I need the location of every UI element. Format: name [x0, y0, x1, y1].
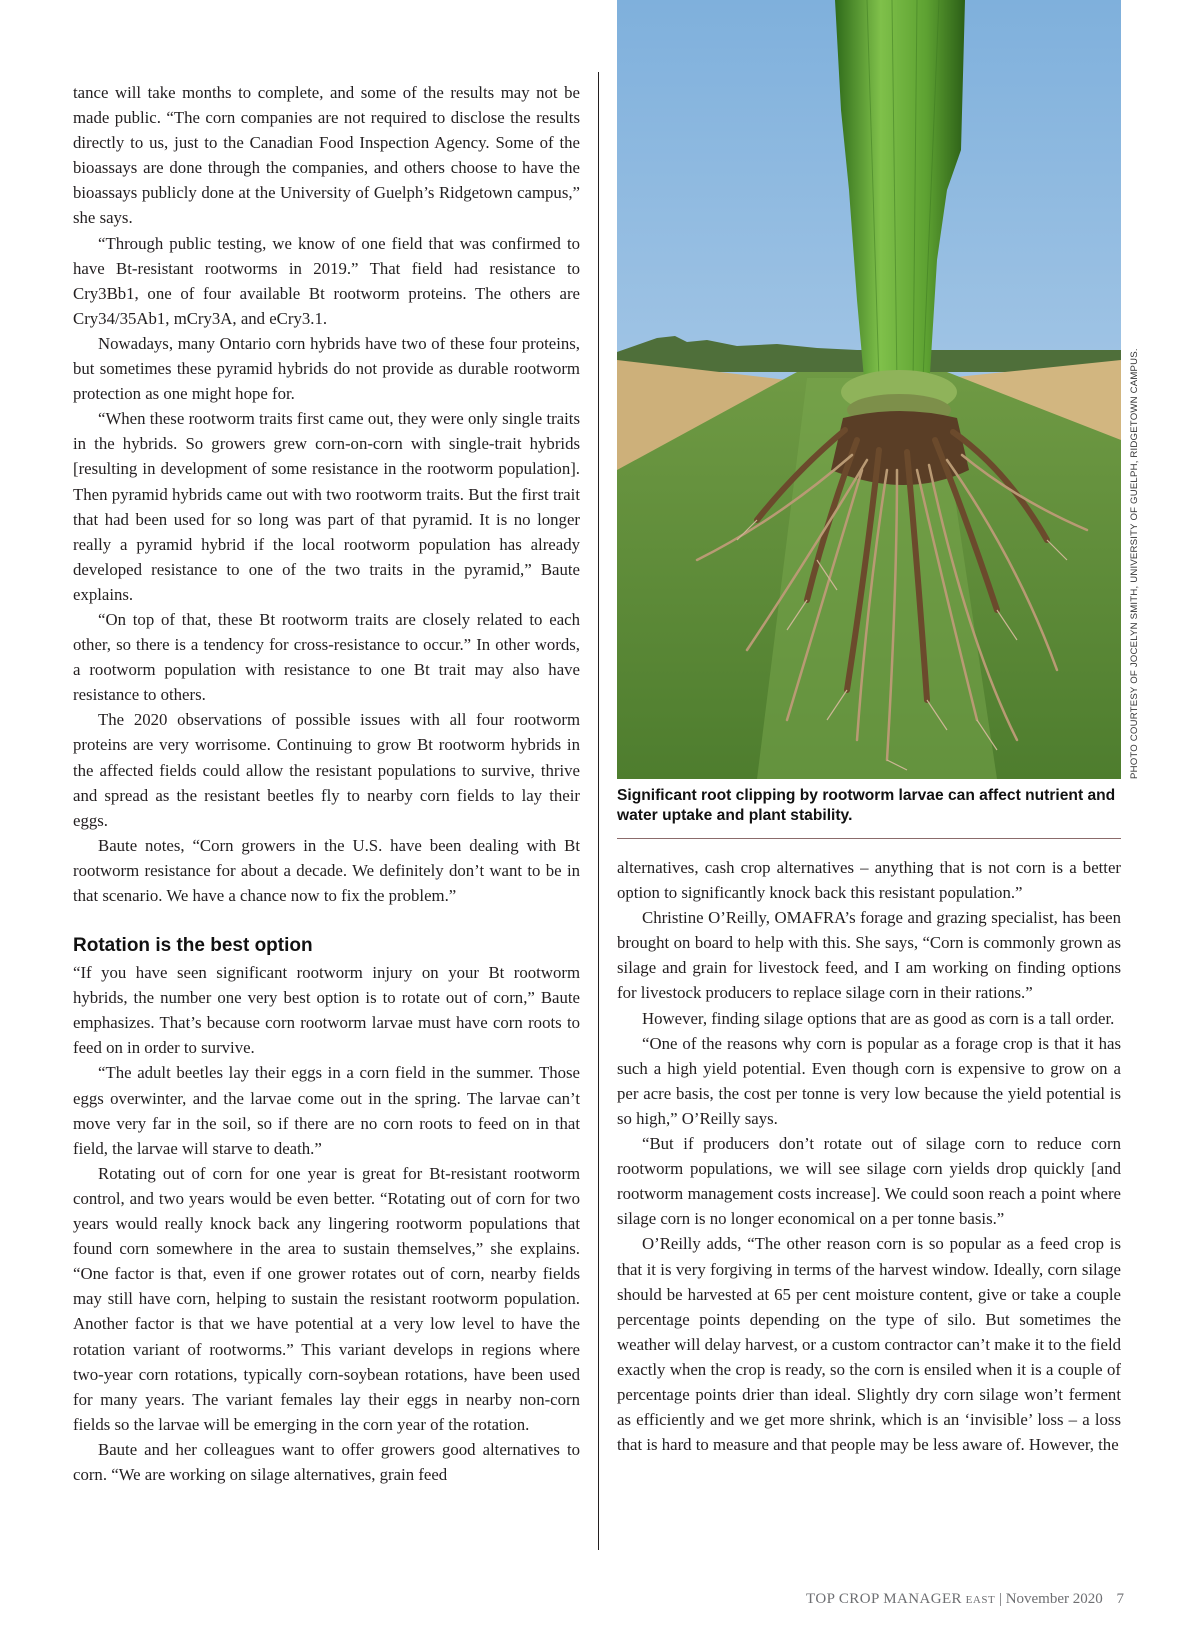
- issue-date: November 2020: [1005, 1591, 1103, 1607]
- paragraph: Baute notes, “Corn growers in the U.S. have been dealing with Bt rootworm resistance for about a decade. We definitely don’t want to be in that scenario. We have a chance now to fix the problem.”: [73, 835, 580, 905]
- paragraph: Baute and her colleagues want to offer growers good alternatives to corn. “We are working on silage alternatives, grain feed: [73, 1439, 580, 1484]
- paragraph: “But if producers don’t rotate out of silage corn to reduce corn rootworm populations, we will see silage corn yields drop quickly [and rootworm management costs increase]. We could soon reach a point where silage corn is no longer economical on a per tonne basis.”: [617, 1134, 1121, 1229]
- right-column: [617, 855, 1121, 1457]
- paragraph: Nowadays, many Ontario corn hybrids have two of these four proteins, but sometimes these pyramid hybrids do not provide as durable rootworm protection as one might hope for.: [73, 333, 580, 404]
- footer-separator: |: [998, 1591, 1002, 1607]
- column-divider: [598, 72, 599, 1550]
- corn-root-photo: [617, 0, 1121, 779]
- paragraph: “Through public testing, we know of one field that was confirmed to have Bt-resistant rootworms in 2019.” That field had resistance to Cry3Bb1, one of four available Bt rootworm proteins. The others are Cry34/35Ab1, mCry3A, and eCry3.1.: [73, 233, 580, 328]
- page-number: 7: [1116, 1591, 1124, 1607]
- paragraph: “One of the reasons why corn is popular as a forage crop is that it has such a high yield potential. Even though corn is expensive to grow on a per acre basis, the cost per tonne is very low because the yield potential is so high,” O’Reilly says.: [617, 1033, 1121, 1128]
- paragraph: “If you have seen significant rootworm injury on your Bt rootworm hybrids, the number one very best option is to rotate out of corn,” Baute emphasizes. That’s because corn rootworm larvae must have corn roots to feed on in order to survive.: [73, 963, 580, 1058]
- photo-credit: PHOTO COURTESY OF JOCELYN SMITH, UNIVERSITY OF GUELPH, RIDGETOWN CAMPUS.: [1129, 348, 1140, 779]
- magazine-name: TOP CROP MANAGER: [806, 1591, 962, 1607]
- caption-divider: [617, 838, 1121, 839]
- photo-caption: Significant root clipping by rootworm larvae can affect nutrient and water uptake and plant stability.: [617, 787, 1116, 824]
- paragraph: The 2020 observations of possible issues with all four rootworm proteins are very worrisome. Continuing to grow Bt rootworm hybrids in the affected fields could allow the resistant populations to survive, thrive and spread as the resistant beetles fly to nearby corn fields to lay their eggs.: [73, 710, 580, 830]
- paragraph: “On top of that, these Bt rootworm traits are closely related to each other, so there is a tendency for cross-resistance to occur.” In other words, a rootworm population with resistance to one Bt trait may also have resistance to others.: [73, 609, 580, 705]
- page-footer: [806, 1591, 1124, 1608]
- paragraph: Rotating out of corn for one year is great for Bt-resistant rootworm control, and two years would be even better. “Rotating out of corn for two years would really knock back any lingering rootworm populations that found corn somewhere in the area to sustain themselves,” she explains. “One factor is that, even if one grower rotates out of corn, nearby fields may still have corn, helping to sustain the resistant rootworm population. Another factor is that we have potential at a very low level to have the rotation variant of rootworms.” This variant develops in regions where two-year corn rotations, typically corn-soybean rotations, have been used for many years. The variant females lay their eggs in nearby non-corn fields so the larvae will be emerging in the corn year of the rotation.: [73, 1163, 580, 1434]
- left-column: [73, 80, 580, 1487]
- paragraph: tance will take months to complete, and some of the results may not be made public. “The corn companies are not required to disclose the results directly to us, just to the Canadian Food Inspection Agency. Some of the bioassays are done through the companies, and others choose to have the bioassays publicly done at the University of Guelph’s Ridgetown campus,” she says.: [73, 83, 580, 228]
- paragraph: “When these rootworm traits first came out, they were only single traits in the hybrids. So growers grew corn-on-corn with single-trait hybrids [resulting in development of some resistance in the rootworm population]. Then pyramid hybrids came out with two rootworm traits. But the first trait that had been used for so long was part of that pyramid. It is no longer really a pyramid hybrid if the local rootworm population has already developed resistance to one of the two traits in the pyramid,” Baute explains.: [73, 409, 580, 604]
- paragraph: However, finding silage options that are as good as corn is a tall order.: [642, 1008, 1115, 1028]
- paragraph: Christine O’Reilly, OMAFRA’s forage and grazing specialist, has been brought on board to help with this. She says, “Corn is commonly grown as silage and grain for livestock feed, and I am working on finding options for livestock producers to replace silage corn in their rations.”: [617, 908, 1121, 1003]
- section-heading: Rotation is the best option: [73, 935, 313, 957]
- paragraph: “The adult beetles lay their eggs in a corn field in the summer. Those eggs overwinter, and the larvae come out in the spring. The larvae can’t move very far in the soil, so if there are no corn roots to feed on in that field, the larvae will starve to death.”: [73, 1063, 580, 1158]
- paragraph: alternatives, cash crop alternatives – anything that is not corn is a better option to significantly knock back this resistant population.”: [617, 858, 1121, 903]
- edition-label: EAST: [965, 1594, 996, 1606]
- paragraph: O’Reilly adds, “The other reason corn is so popular as a feed crop is that it is very forgiving in terms of the harvest window. Ideally, corn silage should be harvested at 65 per cent moisture content, give or take a couple percentage points depending on the type of silo. But sometimes the weather will delay harvest, or a custom contractor can’t make it to the field exactly when the crop is ready, so the corn is ensiled when it is a couple of percentage points drier than ideal. Slightly dry corn silage won’t ferment as efficiently and we get more shrink, which is an ‘invisible’ loss – a loss that is hard to measure and that people may be less aware of. However, the: [617, 1234, 1121, 1455]
